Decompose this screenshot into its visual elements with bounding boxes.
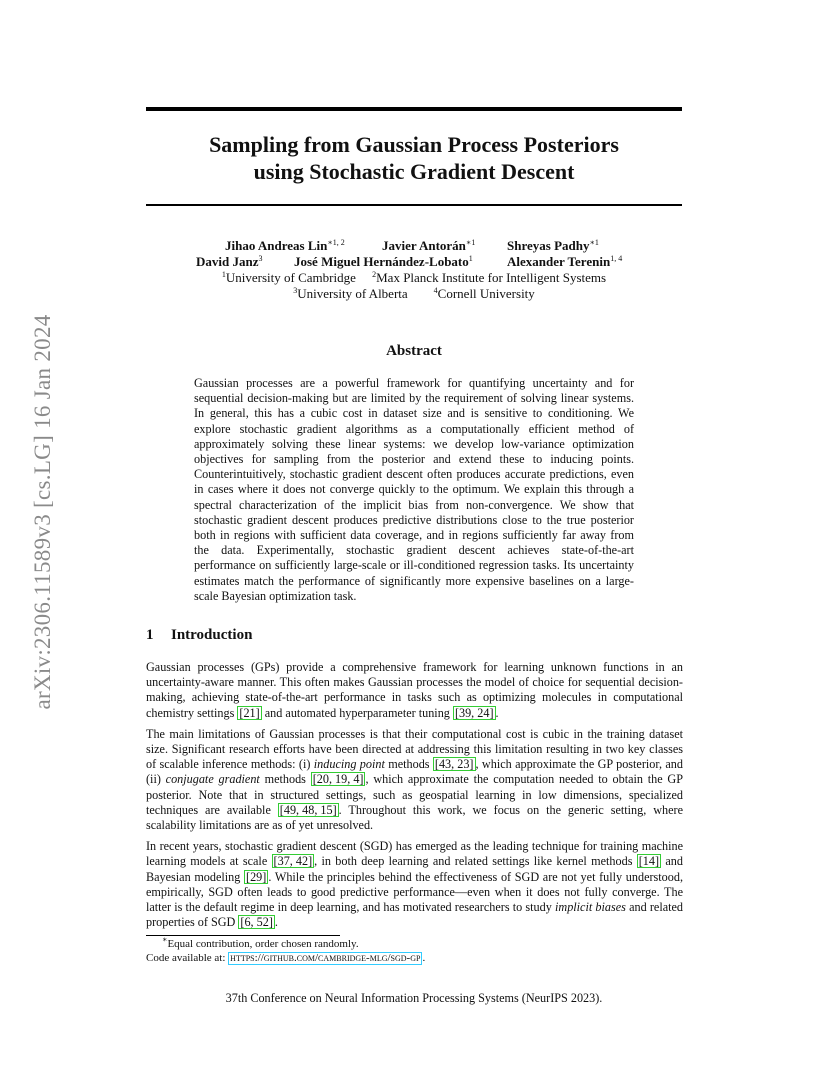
section-title: Introduction — [171, 627, 253, 643]
affiliation-cornell: Cornell University — [437, 286, 535, 301]
introduction-body — [146, 660, 683, 936]
paragraph-1: Gaussian processes (GPs) provide a comprehensive framework for learning unknown functions in an uncertainty-aware manner. This often makes Gaussian processes the model of choice for sequential decision-making, achieving state-of-the-art performance in tasks such as optimizing molecules in computational chemistry settings [21] and automated hyperparameter tuning [39, 24] . — [146, 660, 683, 720]
citation-link[interactable]: [20, 19, 4] — [312, 772, 364, 787]
footnotes — [146, 935, 426, 965]
citation-link[interactable]: [21] — [239, 705, 260, 720]
abstract-body: Gaussian processes are a powerful framework for quantifying uncertainty and for sequential decision-making but are limited by the requirement of solving linear systems. In general, this has a cubic cost in dataset size and is sensitive to conditioning. We explore stochastic gradient algorithms as a computationally efficient method of approximately solving these linear systems: we develop low-variance optimization objectives for sampling from the posterior and extend these to inducing points. Counterintuitively, stochastic gradient descent often produces accurate predictions, even in cases where it does not converge quickly to the optimum. We explain this through a spectral characterization of the implicit bias from non-convergence. We show that stochastic gradient descent produces predictive distributions close to the true posterior both in regions with sufficient data coverage, and in regions sufficiently far away from the data. Experimentally, stochastic gradient descent achieves state-of-the-art performance on sufficiently large-scale or ill-conditioned regression tasks. Its uncertainty estimates match the performance of significantly more expensive baselines on a large-scale Bayesian optimization task. — [194, 376, 634, 603]
code-repository-link[interactable]: https://github.com/cambridge-mlg/sgd-gp — [230, 951, 421, 964]
citation-link[interactable]: [39, 24] — [454, 705, 494, 720]
affiliation-cambridge: University of Cambridge — [225, 270, 356, 285]
paragraph-2: The main limitations of Gaussian processes is that their computational cost is cubic in the training dataset size. Significant research efforts have been directed at addressing this limitation resulting in two key classes of scalable inference methods: (i) inducing point methods [43, 23] , which approximate the GP posterior, and (ii) conjugate gradient methods [20, 19, 4] , which approximate the computation needed to obtain the GP posterior. Note that in structured settings, such as geospatial learning in low dimensions, specialized techniques are available [49, 48, 15] . Throughout this work, we focus on the generic setting, where scalability limitations are as of yet unresolved. — [146, 726, 684, 833]
author-row-2 — [146, 254, 682, 270]
author-lin: Jihao Andreas Lin$^{∗1, 2}$ — [225, 238, 345, 253]
title-bottom-rule — [146, 204, 682, 206]
affiliation-row-1: $^1$University of Cambridge $^2$Max Planck Institute for Intelligent Systems — [221, 270, 607, 285]
affiliation-max-planck: Max Planck Institute for Intelligent Systems — [376, 270, 607, 285]
author-row-1 — [146, 238, 682, 254]
author-antoran: Javier Antorán$^{∗1}$ — [382, 238, 476, 253]
citation-link[interactable]: [43, 23] — [434, 757, 474, 772]
author-padhy: Shreyas Padhy$^{∗1}$ — [507, 238, 599, 253]
title-line-1: Sampling from Gaussian Process Posteriors — [209, 132, 619, 157]
author-terenin: Alexander Terenin$^{1, 4}$ — [507, 254, 623, 269]
citation-link[interactable]: [29] — [246, 869, 267, 884]
paper-title — [146, 131, 682, 185]
abstract-heading: Abstract — [386, 343, 442, 359]
citation-link[interactable]: [49, 48, 15] — [279, 802, 337, 817]
citation-link[interactable]: [14] — [638, 854, 660, 869]
paragraph-3: In recent years, stochastic gradient descent (SGD) has emerged as the leading technique for training machine learning models at scale [37, 42] , in both deep learning and related settings like kernel methods [14] and Bayesian modeling [29] . While the principles behind the effectiveness of SGD are not yet fully understood, empirically, SGD often leads to good predictive performance—even when it does not fully converge. The latter is the default regime in deep learning, and has motivated researchers to study implicit biases and related properties of SGD [6, 52] . — [146, 839, 684, 930]
footnote-code: Code available at: https://github.com/cambridge-mlg/sgd-gp . — [146, 951, 426, 964]
section-heading-introduction — [146, 627, 252, 644]
footnote-rule — [146, 935, 340, 936]
footnote-equal-contribution: ∗Equal contribution, order chosen randomly. — [162, 935, 359, 950]
citation-link[interactable]: [6, 52] — [240, 915, 273, 930]
section-number: 1 — [146, 627, 154, 643]
affiliation-alberta: University of Alberta — [297, 286, 408, 301]
author-hernandez-lobato: José Miguel Hernández-Lobato$^1$ — [294, 254, 473, 269]
author-janz: David Janz$^3$ — [196, 254, 263, 269]
citation-link[interactable]: [37, 42] — [273, 854, 313, 869]
arxiv-identifier: arXiv:2306.11589v3 [cs.LG] 16 Jan 2024 — [30, 314, 55, 710]
title-top-rule — [146, 107, 682, 111]
conference-footer: 37th Conference on Neural Information Processing Systems (NeurIPS 2023). — [225, 991, 603, 1005]
title-line-2: using Stochastic Gradient Descent — [253, 159, 575, 184]
author-block — [146, 238, 682, 302]
affiliation-row-2: $^3$University of Alberta $^4$Cornell University — [293, 286, 535, 301]
